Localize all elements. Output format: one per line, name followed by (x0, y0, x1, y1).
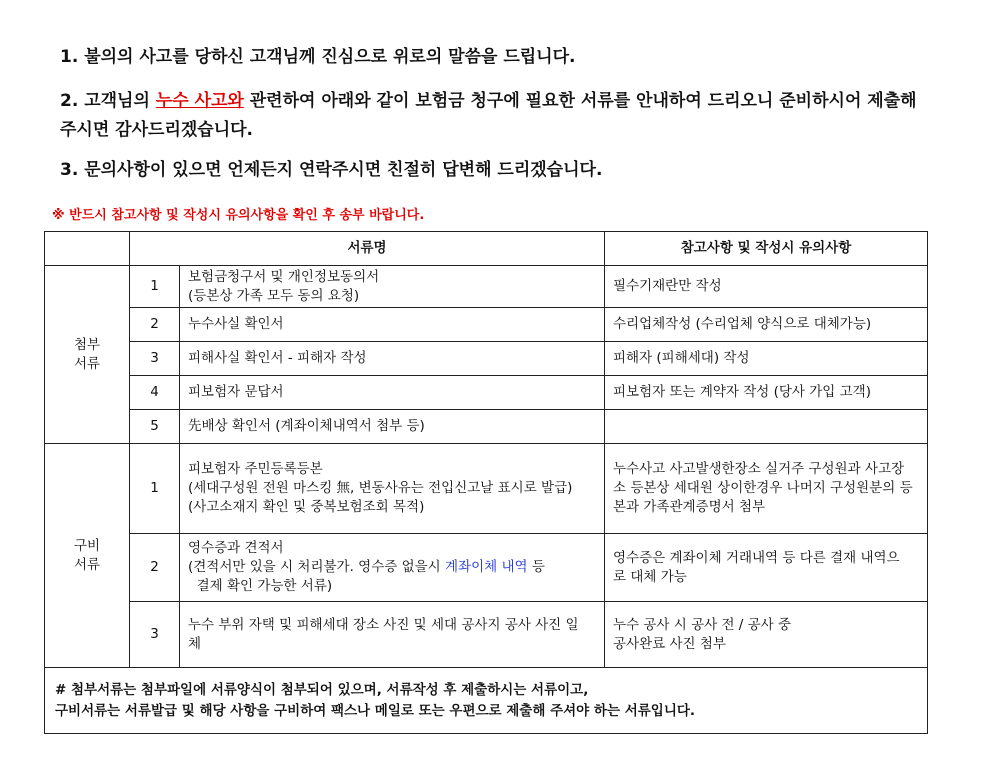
group-label-line: 첨부 (73, 336, 101, 353)
table-row (45, 266, 928, 308)
doc-line: (사고소재지 확인 및 중복보험조회 목적) (188, 499, 425, 515)
group-label-line: 구비 (73, 537, 101, 554)
intro-line-2-cont: 주시면 감사드리겠습니다. (60, 120, 254, 140)
table-footer-row (45, 668, 928, 734)
group-label-prepared (45, 444, 130, 668)
doc-line: 先배상 확인서 (계좌이체내역서 첨부 등) (188, 418, 425, 434)
table-row (45, 308, 928, 342)
note-line: 소 등본상 세대원 상이한경우 나머지 구성원분의 등 (613, 480, 913, 496)
note-line: 피보험자 또는 계약자 작성 (당사 가입 고객) (613, 384, 871, 400)
doc-cell (180, 602, 605, 668)
table-row (45, 602, 928, 668)
doc-line: (세대구성원 전원 마스킹 無, 변동사유는 전입신고날 표시로 발급) (188, 480, 573, 496)
doc-line: 체 (188, 635, 202, 652)
intro-highlight: 누수 사고와 (155, 91, 244, 111)
doc-line: 누수 부위 자택 및 피해세대 장소 사진 및 세대 공사지 공사 사진 일 (188, 616, 579, 633)
header-docs: 서류명 (130, 232, 605, 266)
note-cell (605, 342, 928, 376)
doc-line (188, 558, 596, 577)
note-line: 누수 공사 시 공사 전 / 공사 중 (613, 616, 792, 633)
note-line: 공사완료 사진 첨부 (613, 635, 726, 652)
intro-line-2 (60, 87, 917, 145)
doc-cell (180, 266, 605, 308)
intro-line-1: 1. 불의의 사고를 당하신 고객님께 진심으로 위로의 말씀을 드립니다. (60, 47, 576, 67)
doc-line: (등본상 가족 모두 동의 요청) (188, 287, 360, 304)
table-header-row (45, 232, 928, 266)
doc-line: 누수사실 확인서 (188, 316, 284, 332)
footer-line: # 첨부서류는 첨부파일에 서류양식이 첨부되어 있으며, 서류작성 후 제출하시는 서류이고, (55, 681, 589, 698)
doc-line-suffix: 등 (527, 559, 545, 575)
note-cell (605, 410, 928, 444)
doc-cell (180, 342, 605, 376)
doc-cell (180, 410, 605, 444)
note-line: 영수증은 계좌이체 거래내역 등 다른 결재 내역으 (613, 549, 900, 566)
table-row (45, 444, 928, 534)
doc-line: 결제 확인 가능한 서류) (188, 578, 333, 594)
row-number: 2 (130, 308, 180, 342)
footer-line: 구비서류는 서류발급 및 해당 사항을 구비하여 팩스나 메일로 또는 우편으로 제출해 주셔야 하는 서류입니다. (55, 702, 696, 719)
note-line: 수리업체작성 (수리업체 양식으로 대체가능) (613, 316, 872, 332)
row-number: 5 (130, 410, 180, 444)
header-notes: 참고사항 및 작성시 유의사항 (605, 232, 928, 266)
note-line: 피해자 (피해세대) 작성 (613, 350, 750, 366)
note-line: 누수사고 사고발생한장소 실거주 구성원과 사고장 (613, 461, 905, 477)
group-label-line: 서류 (73, 556, 101, 573)
note-line: 필수기재란만 작성 (613, 278, 722, 294)
doc-line: 영수증과 견적서 (188, 540, 284, 556)
doc-line: 보험금청구서 및 개인정보동의서 (188, 268, 380, 285)
doc-line: 피보험자 주민등록등본 (188, 461, 323, 477)
documents-table (44, 231, 928, 734)
doc-cell (180, 376, 605, 410)
table-row (45, 342, 928, 376)
note-line: 본과 가족관계증명서 첨부 (613, 499, 766, 515)
row-number: 1 (130, 444, 180, 534)
note-cell (605, 376, 928, 410)
notice-text: ※ 반드시 참고사항 및 작성시 유의사항을 확인 후 송부 바랍니다. (52, 208, 425, 223)
intro-line-3: 3. 문의사항이 있으면 언제든지 연락주시면 친절히 답변해 드리겠습니다. (60, 160, 603, 180)
table-row (45, 410, 928, 444)
row-number: 1 (130, 266, 180, 308)
group-label-attached (45, 266, 130, 444)
bank-transfer-highlight: 계좌이체 내역 (445, 559, 528, 575)
doc-line: 피해사실 확인서 - 피해자 작성 (188, 350, 367, 366)
table-row (45, 376, 928, 410)
doc-line: 피보험자 문답서 (188, 384, 284, 400)
intro-line-2-suffix: 관련하여 아래와 같이 보험금 청구에 필요한 서류를 안내하여 드리오니 준비하시어 제출해 (243, 91, 917, 111)
row-number: 3 (130, 342, 180, 376)
footer-note (45, 668, 928, 734)
row-number: 4 (130, 376, 180, 410)
header-empty-cell (45, 232, 130, 266)
doc-cell (180, 534, 605, 602)
note-cell (605, 266, 928, 308)
row-number: 3 (130, 602, 180, 668)
note-cell (605, 308, 928, 342)
doc-cell (180, 308, 605, 342)
doc-cell (180, 444, 605, 534)
note-line: 로 대체 가능 (613, 568, 687, 585)
note-cell (605, 534, 928, 602)
row-number: 2 (130, 534, 180, 602)
note-cell (605, 444, 928, 534)
table-row (45, 534, 928, 602)
group-label-line: 서류 (73, 355, 101, 372)
note-cell (605, 602, 928, 668)
doc-line-prefix: (견적서만 있을 시 처리불가. 영수증 없을시 (188, 559, 446, 575)
intro-line-2-prefix: 2. 고객님의 (60, 91, 156, 111)
